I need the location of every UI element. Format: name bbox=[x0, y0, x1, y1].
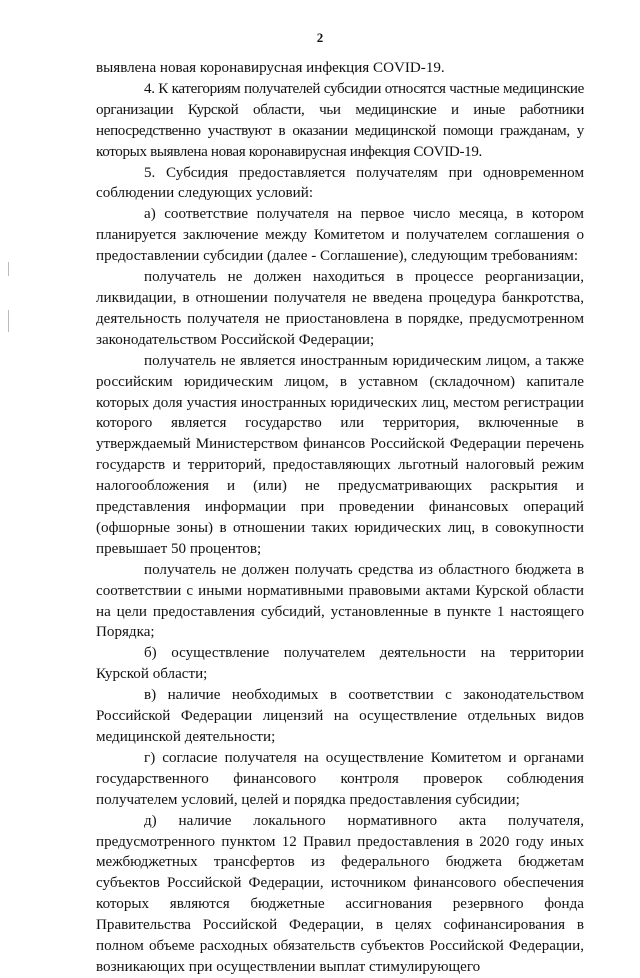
paragraph-subitem-b: б) осуществление получателем деятельности на территории Курской области; bbox=[96, 645, 584, 683]
paragraph-subitem-v: в) наличие необходимых в соответствии с законодательством Российской Федерации лицензий на осуществление отдельных видов медицинской деятельности; bbox=[96, 687, 584, 745]
paragraph-requirement-1: получатель не должен находиться в процессе реорганизации, ликвидации, в отношении получателя не введена процедура банкротства, деятельность получателя не приостановлена в порядке, предусмотренном законодательством Российской Федерации; bbox=[96, 269, 584, 348]
paragraph-item-4: 4. К категориям получателей субсидии относятся частные медицинские организации Курской области, чьи медицинские и иные работники непосредственно участвуют в оказании медицинской помощи гражданам, у которых выявлена новая коронавирусная инфекция COVID-19. bbox=[96, 80, 584, 160]
paragraph-subitem-g: г) согласие получателя на осуществление Комитетом и органами государственного финансового контроля проверок соблюдения получателем условий, целей и порядка предоставления субсидии; bbox=[96, 749, 584, 808]
paragraph-continuation: выявлена новая коронавирусная инфекция COVID-19. bbox=[96, 60, 445, 76]
left-margin-mark bbox=[8, 262, 9, 276]
paragraph-requirement-3: получатель не должен получать средства из областного бюджета в соответствии с иными нормативными правовыми актами Курской области на цели предоставления субсидий, установленные в пункте 1 настоящего Порядка; bbox=[96, 561, 584, 641]
page-number: 2 bbox=[316, 30, 324, 45]
left-margin-mark bbox=[8, 310, 9, 332]
paragraph-item-5: 5. Субсидия предоставляется получателям при одновременном соблюдении следующих условий: bbox=[96, 164, 584, 202]
paragraph-subitem-a: а) соответствие получателя на первое число месяца, в котором планируется заключение между Комитетом и получателем соглашения о предоставлении субсидии (далее - Соглашение), следующим требованиям: bbox=[96, 206, 584, 265]
paragraph-requirement-2: получатель не является иностранным юридическим лицом, а также российским юридическим лицом, в уставном (складочном) капитале которых доля участия иностранных юридических лиц, местом регистрации которого является государство или территория, включенные в утверждаемый Министерством финансов Российской Федерации перечень государств и территорий, предоставляющих льготный налоговый режим налогообложения и (или) не предусматривающих раскрытия и представления информации при проведении финансовых операций (офшорные зоны) в отношении таких юридических лиц, в совокупности превышает 50 процентов; bbox=[96, 352, 584, 557]
paragraph-subitem-d: д) наличие локального нормативного акта получателя, предусмотренного пунктом 12 Правил предоставления в 2020 году иных межбюджетных трансфертов из федерального бюджета бюджетам субъектов Российской Федерации, источником финансового обеспечения которых являются бюджетные ассигнования резервного фонда Правительства Российской Федерации, в целях софинансирования в полном объеме расходных обязательств субъектов Российской Федерации, возникающих при осуществлении выплат стимулирующего bbox=[96, 812, 584, 975]
document-body bbox=[96, 58, 584, 978]
